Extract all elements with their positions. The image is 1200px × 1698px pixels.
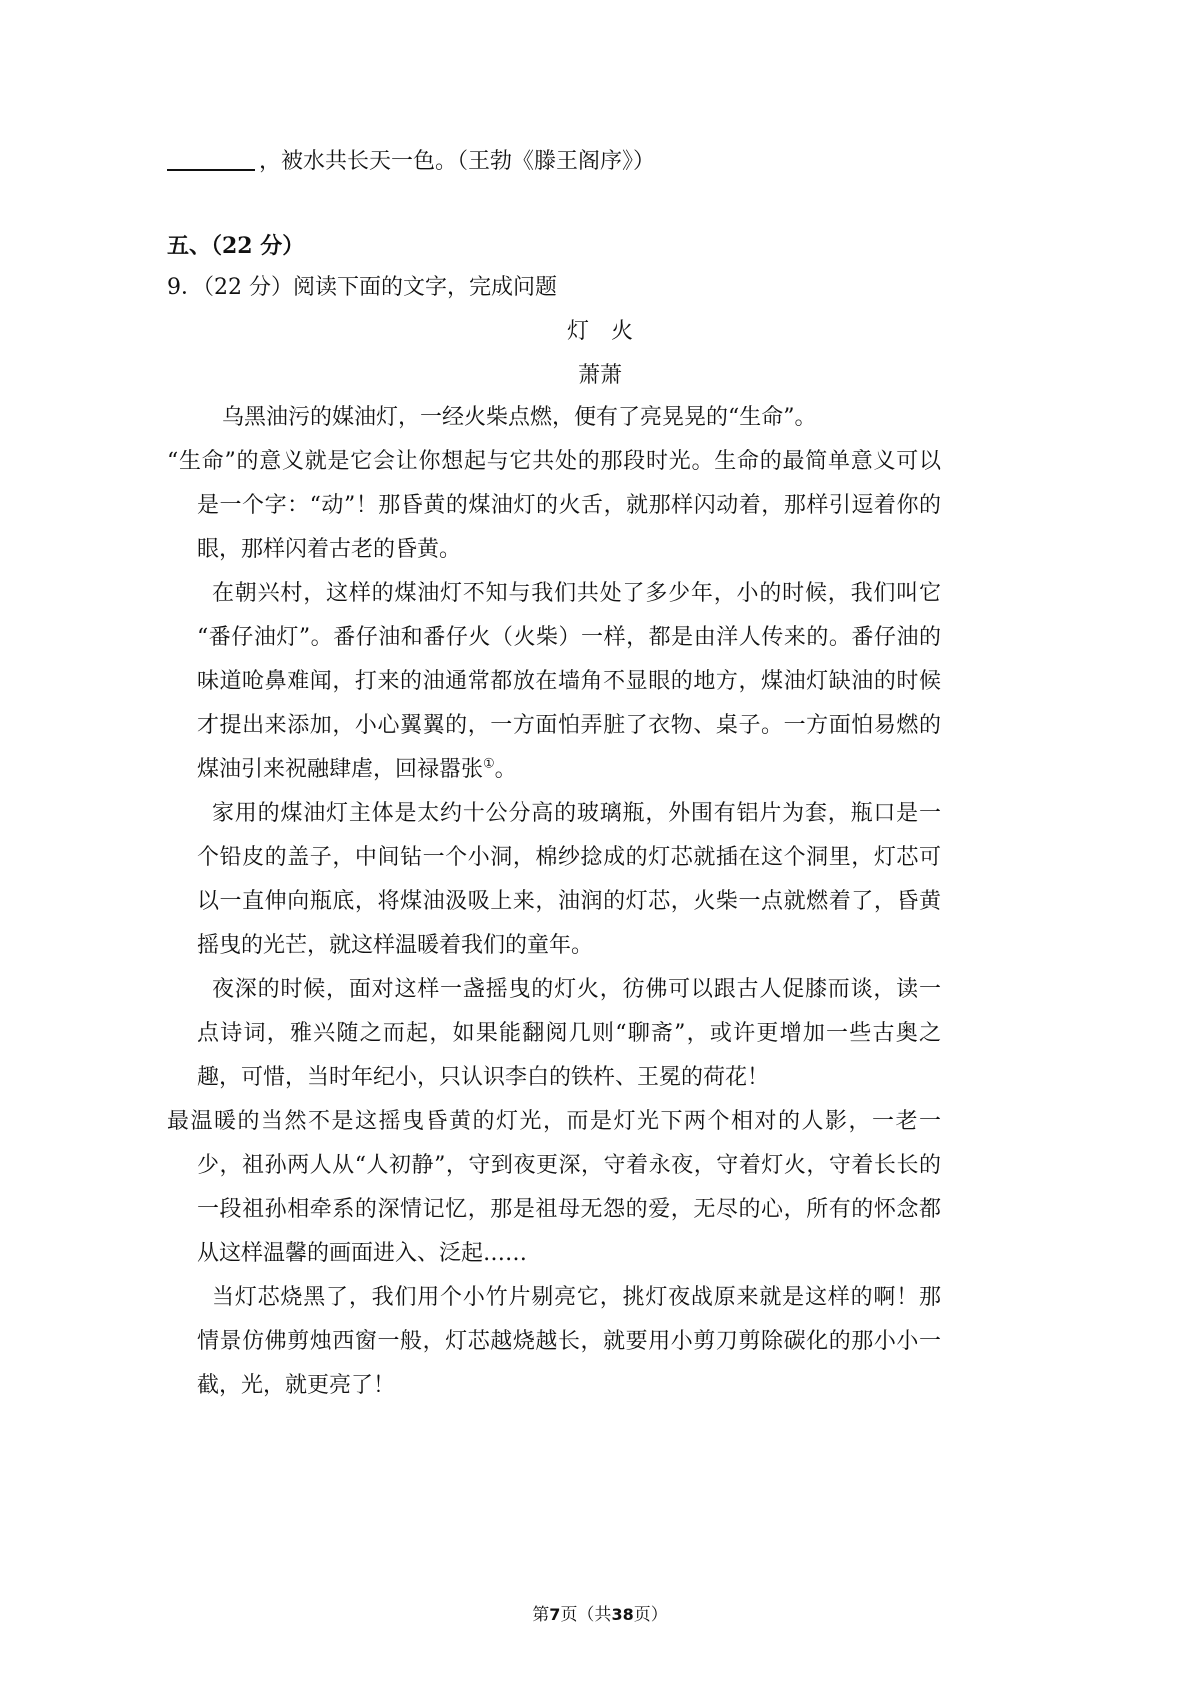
- fill-blank-line: [167, 145, 655, 177]
- paragraph-line: 少，祖孙两人从“人初静”，守到夜更深，守着永夜，守着灯火，守着长长的: [197, 1153, 941, 1178]
- paragraph-line: 家用的煤油灯主体是太约十公分高的玻璃瓶，外围有铝片为套，瓶口是一: [212, 801, 941, 826]
- paragraph-line: 从这样温馨的画面进入、泛起……: [197, 1241, 528, 1266]
- paragraph-line: 是一个字：“动”！那昏黄的煤油灯的火舌，就那样闪动着，那样引逗着你的: [197, 493, 941, 518]
- question-text: （22 分）阅读下面的文字，完成问题: [203, 275, 557, 300]
- footer-total-pages: 38: [611, 1605, 634, 1624]
- paragraph-line: 情景仿佛剪烛西窗一般，灯芯越烧越长，就要用小剪刀剪除碳化的那小小一: [197, 1329, 941, 1354]
- footnote-mark: ①: [483, 756, 495, 772]
- paragraph-line: 截，光，就更亮了！: [197, 1373, 396, 1398]
- footer-prefix: 第: [532, 1605, 550, 1625]
- footer-middle: 页（共: [560, 1605, 612, 1625]
- paragraph-line: 最温暖的当然不是这摇曳昏黄的灯光，而是灯光下两个相对的人影，一老一: [167, 1109, 941, 1134]
- footer-suffix: 页）: [633, 1605, 668, 1625]
- paragraph-line: 乌黑油污的媒油灯，一经火柴点燃，便有了亮晃晃的“生命”。: [222, 405, 817, 430]
- question-number: 9．: [167, 275, 203, 300]
- page-footer: [0, 1604, 1200, 1626]
- fill-blank-text: ，被水共长天一色。（王勃《滕王阁序》）: [259, 149, 656, 174]
- paragraph-line: “生命”的意义就是它会让你想起与它共处的那段时光。生命的最简单意义可以: [167, 449, 941, 474]
- paragraph-line: 点诗词，雅兴随之而起，如果能翻阅几则“聊斋”，或许更增加一些古奥之: [197, 1021, 941, 1046]
- paragraph-line: 当灯芯烧黑了，我们用个小竹片剔亮它，挑灯夜战原来就是这样的啊！那: [212, 1285, 941, 1310]
- paragraph-line: 以一直伸向瓶底，将煤油汲吸上来，油润的灯芯，火柴一点就燃着了，昏黄: [197, 889, 941, 914]
- footer-page-number: 7: [549, 1605, 561, 1624]
- paragraph-line: 个铅皮的盖子，中间钻一个小洞，棉纱捻成的灯芯就插在这个洞里，灯芯可: [197, 845, 941, 870]
- article-title: 灯 火: [566, 319, 633, 344]
- question-line: [167, 273, 557, 303]
- paragraph-line: 眼，那样闪着古老的昏黄。: [197, 537, 462, 562]
- paragraph-line: 夜深的时候，面对这样一盏摇曳的灯火，彷佛可以跟古人促膝而谈，读一: [212, 977, 941, 1002]
- paragraph-line: “番仔油灯”。番仔油和番仔火（火柴）一样，都是由洋人传来的。番仔油的: [197, 625, 941, 650]
- paragraph-line-with-footnote: [197, 755, 517, 785]
- answer-blank: [167, 145, 255, 171]
- paragraph-period: 。: [494, 757, 517, 782]
- paragraph-line: 味道呛鼻难闻，打来的油通常都放在墙角不显眼的地方，煤油灯缺油的时候: [197, 669, 941, 694]
- paragraph-text: 煤油引来祝融肆虐，回禄嚣张: [197, 757, 484, 782]
- section-heading: 五、（22 分）: [167, 233, 305, 259]
- paragraph-line: 一段祖孙相牵系的深情记忆，那是祖母无怨的爱，无尽的心，所有的怀念都: [197, 1197, 941, 1222]
- paragraph-line: 摇曳的光芒，就这样温暖着我们的童年。: [197, 933, 594, 958]
- article-author: 萧萧: [577, 363, 622, 388]
- paragraph-line: 才提出来添加，小心翼翼的，一方面怕弄脏了衣物、桌子。一方面怕易燃的: [197, 713, 941, 738]
- paragraph-line: 在朝兴村，这样的煤油灯不知与我们共处了多少年，小的时候，我们叫它: [212, 581, 941, 606]
- paragraph-line: 趣，可惜，当时年纪小，只认识李白的铁杵、王冕的荷花！: [197, 1065, 770, 1090]
